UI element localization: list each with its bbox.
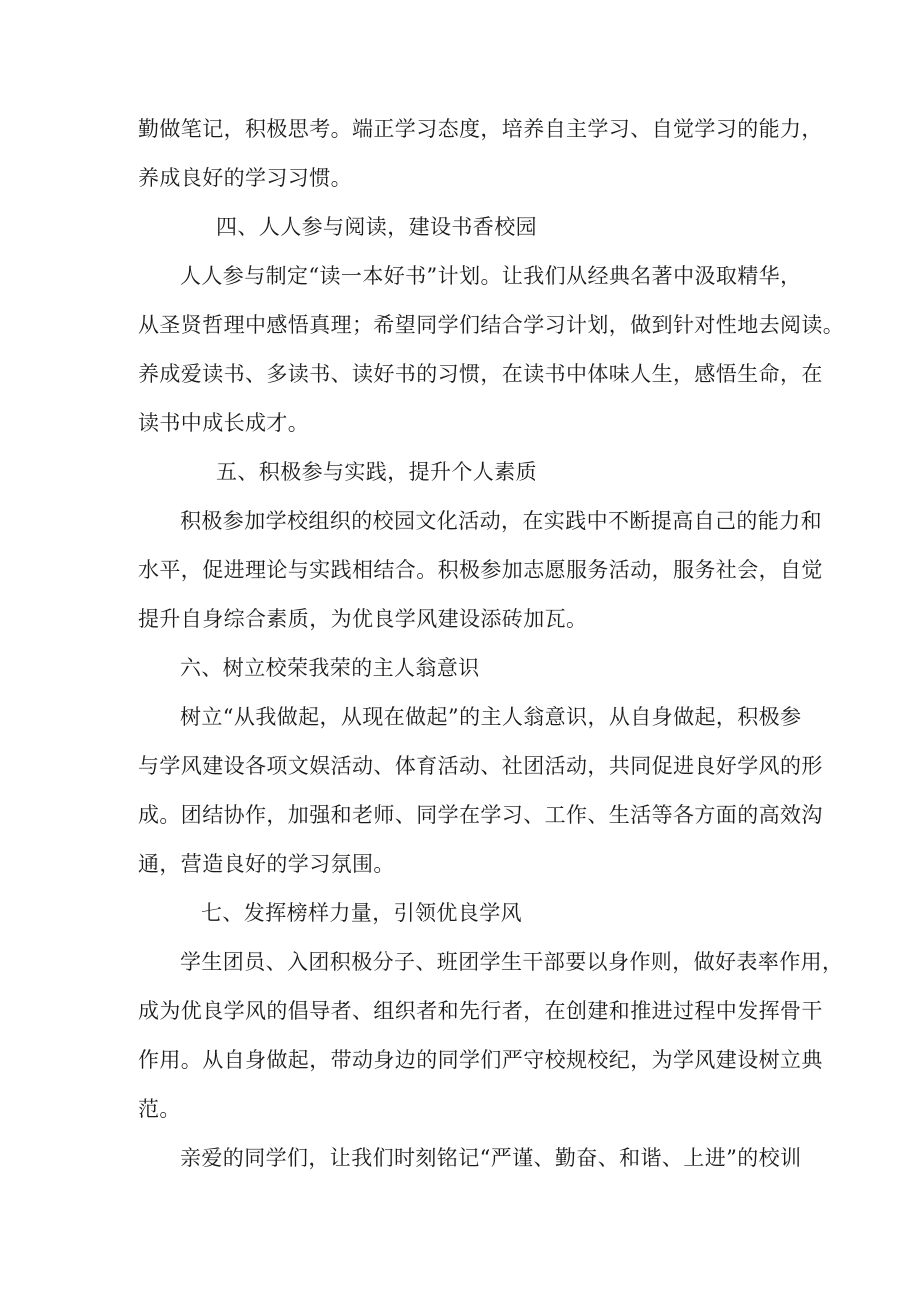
paragraph-first-line: 亲爱的同学们，让我们时刻铭记“严谨、勤奋、和谐、上进”的校训 [180, 1146, 802, 1170]
body-line: 范。 [138, 1097, 181, 1121]
paragraph-first-line: 树立“从我做起，从现在做起”的主人翁意识，从自身做起，积极参 [180, 705, 802, 729]
body-line: 读书中成长成才。 [138, 411, 310, 435]
section-heading: 六、树立校荣我荣的主人翁意识 [180, 656, 480, 680]
body-line: 养成良好的学习习惯。 [138, 166, 352, 190]
body-line: 勤做笔记，积极思考。端正学习态度，培养自主学习、自觉学习的能力， [138, 117, 823, 141]
body-line: 提升自身综合素质，为优良学风建设添砖加瓦。 [138, 607, 588, 631]
section-heading: 七、发挥榜样力量，引领优良学风 [201, 901, 522, 925]
body-line: 水平，促进理论与实践相结合。积极参加志愿服务活动，服务社会，自觉 [138, 558, 823, 582]
body-line: 成为优良学风的倡导者、组织者和先行者，在创建和推进过程中发挥骨干 [138, 999, 823, 1023]
body-line: 养成爱读书、多读书、读好书的习惯，在读书中体味人生，感悟生命，在 [138, 362, 823, 386]
body-line: 作用。从自身做起，带动身边的同学们严守校规校纪，为学风建设树立典 [138, 1048, 823, 1072]
body-line: 与学风建设各项文娱活动、体育活动、社团活动，共同促进良好学风的形 [138, 754, 823, 778]
body-line: 成。团结协作，加强和老师、同学在学习、工作、生活等各方面的高效沟 [138, 803, 823, 827]
paragraph-first-line: 学生团员、入团积极分子、班团学生干部要以身作则，做好表率作用， [180, 950, 844, 974]
paragraph-first-line: 人人参与制定“读一本好书”计划。让我们从经典名著中汲取精华， [180, 264, 802, 288]
section-heading: 四、人人参与阅读，建设书香校园 [216, 215, 537, 239]
section-heading: 五、积极参与实践，提升个人素质 [216, 460, 537, 484]
body-line: 通，营造良好的学习氛围。 [138, 852, 395, 876]
body-line: 从圣贤哲理中感悟真理；希望同学们结合学习计划，做到针对性地去阅读。 [138, 313, 845, 337]
paragraph-first-line: 积极参加学校组织的校园文化活动，在实践中不断提高自己的能力和 [180, 509, 822, 533]
